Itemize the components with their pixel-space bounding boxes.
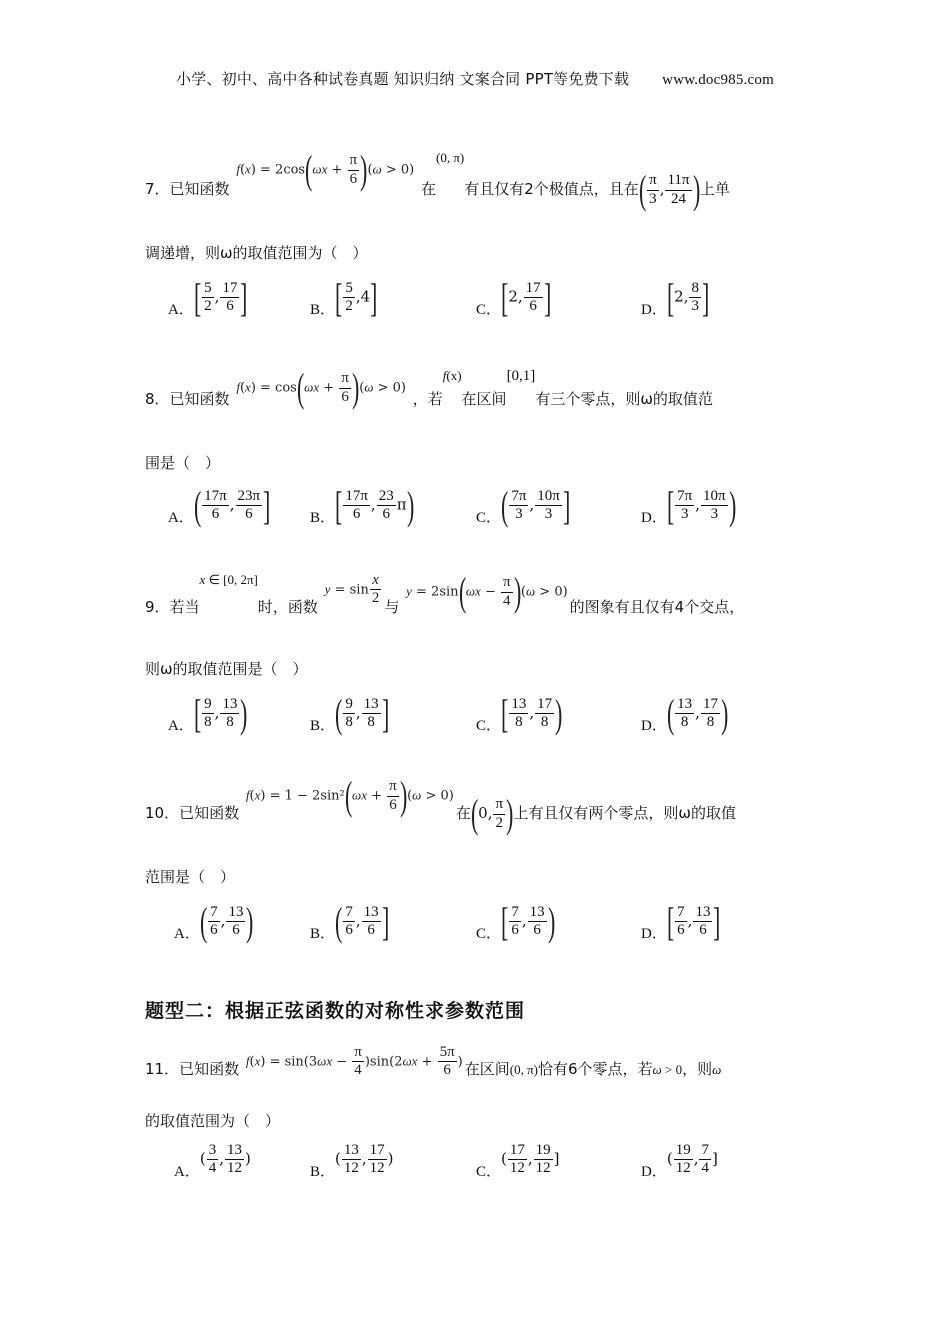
q10-option-c[interactable]: C．[ $\frac{7}{6}$ , $\frac{13}{6}$ ) [476, 898, 555, 944]
q10-line-2: 范围是（ ） [145, 868, 236, 886]
q9-text-3: 的图象有且仅有4个交点， [569, 598, 745, 616]
question-7: 7．已知函数 f(x) = 2cos(ωx + $\frac{\pi}{6}$ )(ω > 0) 在(0, π)有且仅有2个极值点，且在( $\frac{\pi}{3}$ , $\frac{11\pi}{24}$ )上单 [145, 147, 730, 212]
q9-function-1: y = sin $\frac{x}{2}$ [324, 572, 380, 607]
q11-text-3: ，则 [682, 1060, 713, 1078]
q9-option-d[interactable]: D．( $\frac{13}{8}$ , $\frac{17}{8}$ ) [641, 690, 729, 736]
q8-option-d[interactable]: D．[ $\frac{7\pi}{3}$ , $\frac{10\pi}{3}$ ) [641, 482, 736, 528]
header-text: 小学、初中、高中各种试卷真题 知识归纳 文案合同 PPT等免费下载 [176, 70, 630, 88]
q8-option-a[interactable]: A．( $\frac{17\pi}{6}$ , $\frac{23\pi}{6}$ ] [168, 482, 271, 528]
page-header [0, 68, 950, 89]
question-8: 8．已知函数 f(x) = cos(ωx + $\frac{\pi}{6}$ )(ω > 0) ，若f(x)在区间[0,1]有三个零点，则ω的取值范 [145, 365, 713, 410]
q7-option-d[interactable]: D．[2, $\frac{8}{3}$ ] [641, 274, 710, 320]
q11-text-1: 在区间 [464, 1060, 510, 1078]
q9-option-c[interactable]: C．[ $\frac{13}{8}$ , $\frac{17}{8}$ ) [476, 690, 563, 736]
q10-text-1: 在 [455, 804, 471, 822]
q9-intro: 9．若当 [145, 598, 200, 616]
q11-option-a[interactable]: A．( $\frac{3}{4}$ , $\frac{13}{12}$ ) [174, 1141, 251, 1180]
section-heading: 题型二：根据正弦函数的对称性求参数范围 [145, 1000, 526, 1022]
q7-option-a[interactable]: A．[ $\frac{5}{2}$ , $\frac{17}{6}$ ] [168, 274, 248, 320]
q7-option-b[interactable]: B．[ $\frac{5}{2}$ ,4] [310, 274, 378, 320]
q8-option-b[interactable]: B．[ $\frac{17\pi}{6}$ , $\frac{23}{6}$ π) [310, 482, 414, 528]
q10-option-d[interactable]: D．[ $\frac{7}{6}$ , $\frac{13}{6}$ ] [641, 898, 721, 944]
q11-text-2: 恰有6个零点，若 [538, 1060, 653, 1078]
q11-line-2: 的取值范围为（ ） [145, 1112, 281, 1130]
q9-option-b[interactable]: B．( $\frac{9}{8}$ , $\frac{13}{8}$ ] [310, 690, 389, 736]
q8-text-1: ，若 [412, 390, 443, 408]
q11-function: f(x) = sin(3ωx − $\frac{\pi}{4}$ )sin(2ωx + $\frac{5\pi}{6}$ ) [245, 1044, 463, 1079]
q11-option-c[interactable]: C．( $\frac{17}{12}$ , $\frac{19}{12}$ ] [476, 1141, 560, 1180]
q11-option-b[interactable]: B．( $\frac{13}{12}$ , $\frac{17}{12}$ ) [310, 1141, 394, 1180]
q11-intro: 11．已知函数 [145, 1060, 240, 1078]
q9-text-2: 与 [384, 598, 400, 616]
q9-function-2: y = 2sin(ωx − $\frac{\pi}{4}$ )(ω > 0) [406, 569, 568, 614]
q7-line-2: 调递增，则ω的取值范围为（ ） [145, 244, 368, 262]
q9-line-2: 则ω的取值范围是（ ） [145, 660, 308, 678]
q8-option-c[interactable]: C．( $\frac{7\pi}{3}$ , $\frac{10\pi}{3}$ ] [476, 482, 571, 528]
q8-text-2: 在区间 [461, 390, 507, 408]
q9-text-1: 时，函数 [257, 598, 318, 616]
q10-option-b[interactable]: B．( $\frac{7}{6}$ , $\frac{13}{6}$ ] [310, 898, 389, 944]
q7-text-3: 上单 [699, 180, 730, 198]
q8-function: f(x) = cos(ωx + $\frac{\pi}{6}$ )(ω > 0) [236, 365, 406, 410]
question-9: 9．若当x ∈ [0, 2π]时，函数 y = sin $\frac{x}{2}$ 与 y = 2sin(ωx − $\frac{\pi}{4}$ )(ω > 0)的图象有且仅有4个交点， [145, 569, 745, 616]
q10-function: f(x) = 1 − 2sin²(ωx + $\frac{\pi}{6}$ )(ω > 0) [245, 773, 454, 818]
q10-text-2: 上有且仅有两个零点，则ω的取值 [513, 804, 736, 822]
q7-text-2: 有且仅有2个极值点，且在 [464, 180, 639, 198]
question-10: 10．已知函数 f(x) = 1 − 2sin²(ωx + $\frac{\pi}{6}$ )(ω > 0)在(0, $\frac{\pi}{2}$ )上有且仅有两个零点，则ω的取值 [145, 773, 736, 836]
q8-text-3: 有三个零点，则ω的取值范 [535, 390, 713, 408]
question-11: 11．已知函数 f(x) = sin(3ωx − $\frac{\pi}{4}$ )sin(2ωx + $\frac{5\pi}{6}$ ) 在区间(0, π)恰有6个零点，若ω > 0，则ω [145, 1044, 722, 1079]
q10-option-a[interactable]: A．( $\frac{7}{6}$ , $\frac{13}{6}$ ) [174, 898, 254, 944]
q7-intro: 7．已知函数 [145, 180, 230, 198]
header-site: www.doc985.com [662, 72, 774, 88]
q7-option-c[interactable]: C．[2, $\frac{17}{6}$ ] [476, 274, 551, 320]
q9-option-a[interactable]: A．[ $\frac{9}{8}$ , $\frac{13}{8}$ ) [168, 690, 248, 736]
q8-intro: 8．已知函数 [145, 390, 230, 408]
q7-function: f(x) = 2cos(ωx + $\frac{\pi}{6}$ )(ω > 0) [236, 147, 415, 192]
q7-text-1: 在 [421, 180, 437, 198]
q8-line-2: 围是（ ） [145, 454, 221, 472]
q10-intro: 10．已知函数 [145, 804, 240, 822]
q11-option-d[interactable]: D．( $\frac{19}{12}$ , $\frac{7}{4}$ ] [641, 1141, 718, 1180]
q11-omega: ω [712, 1062, 722, 1077]
